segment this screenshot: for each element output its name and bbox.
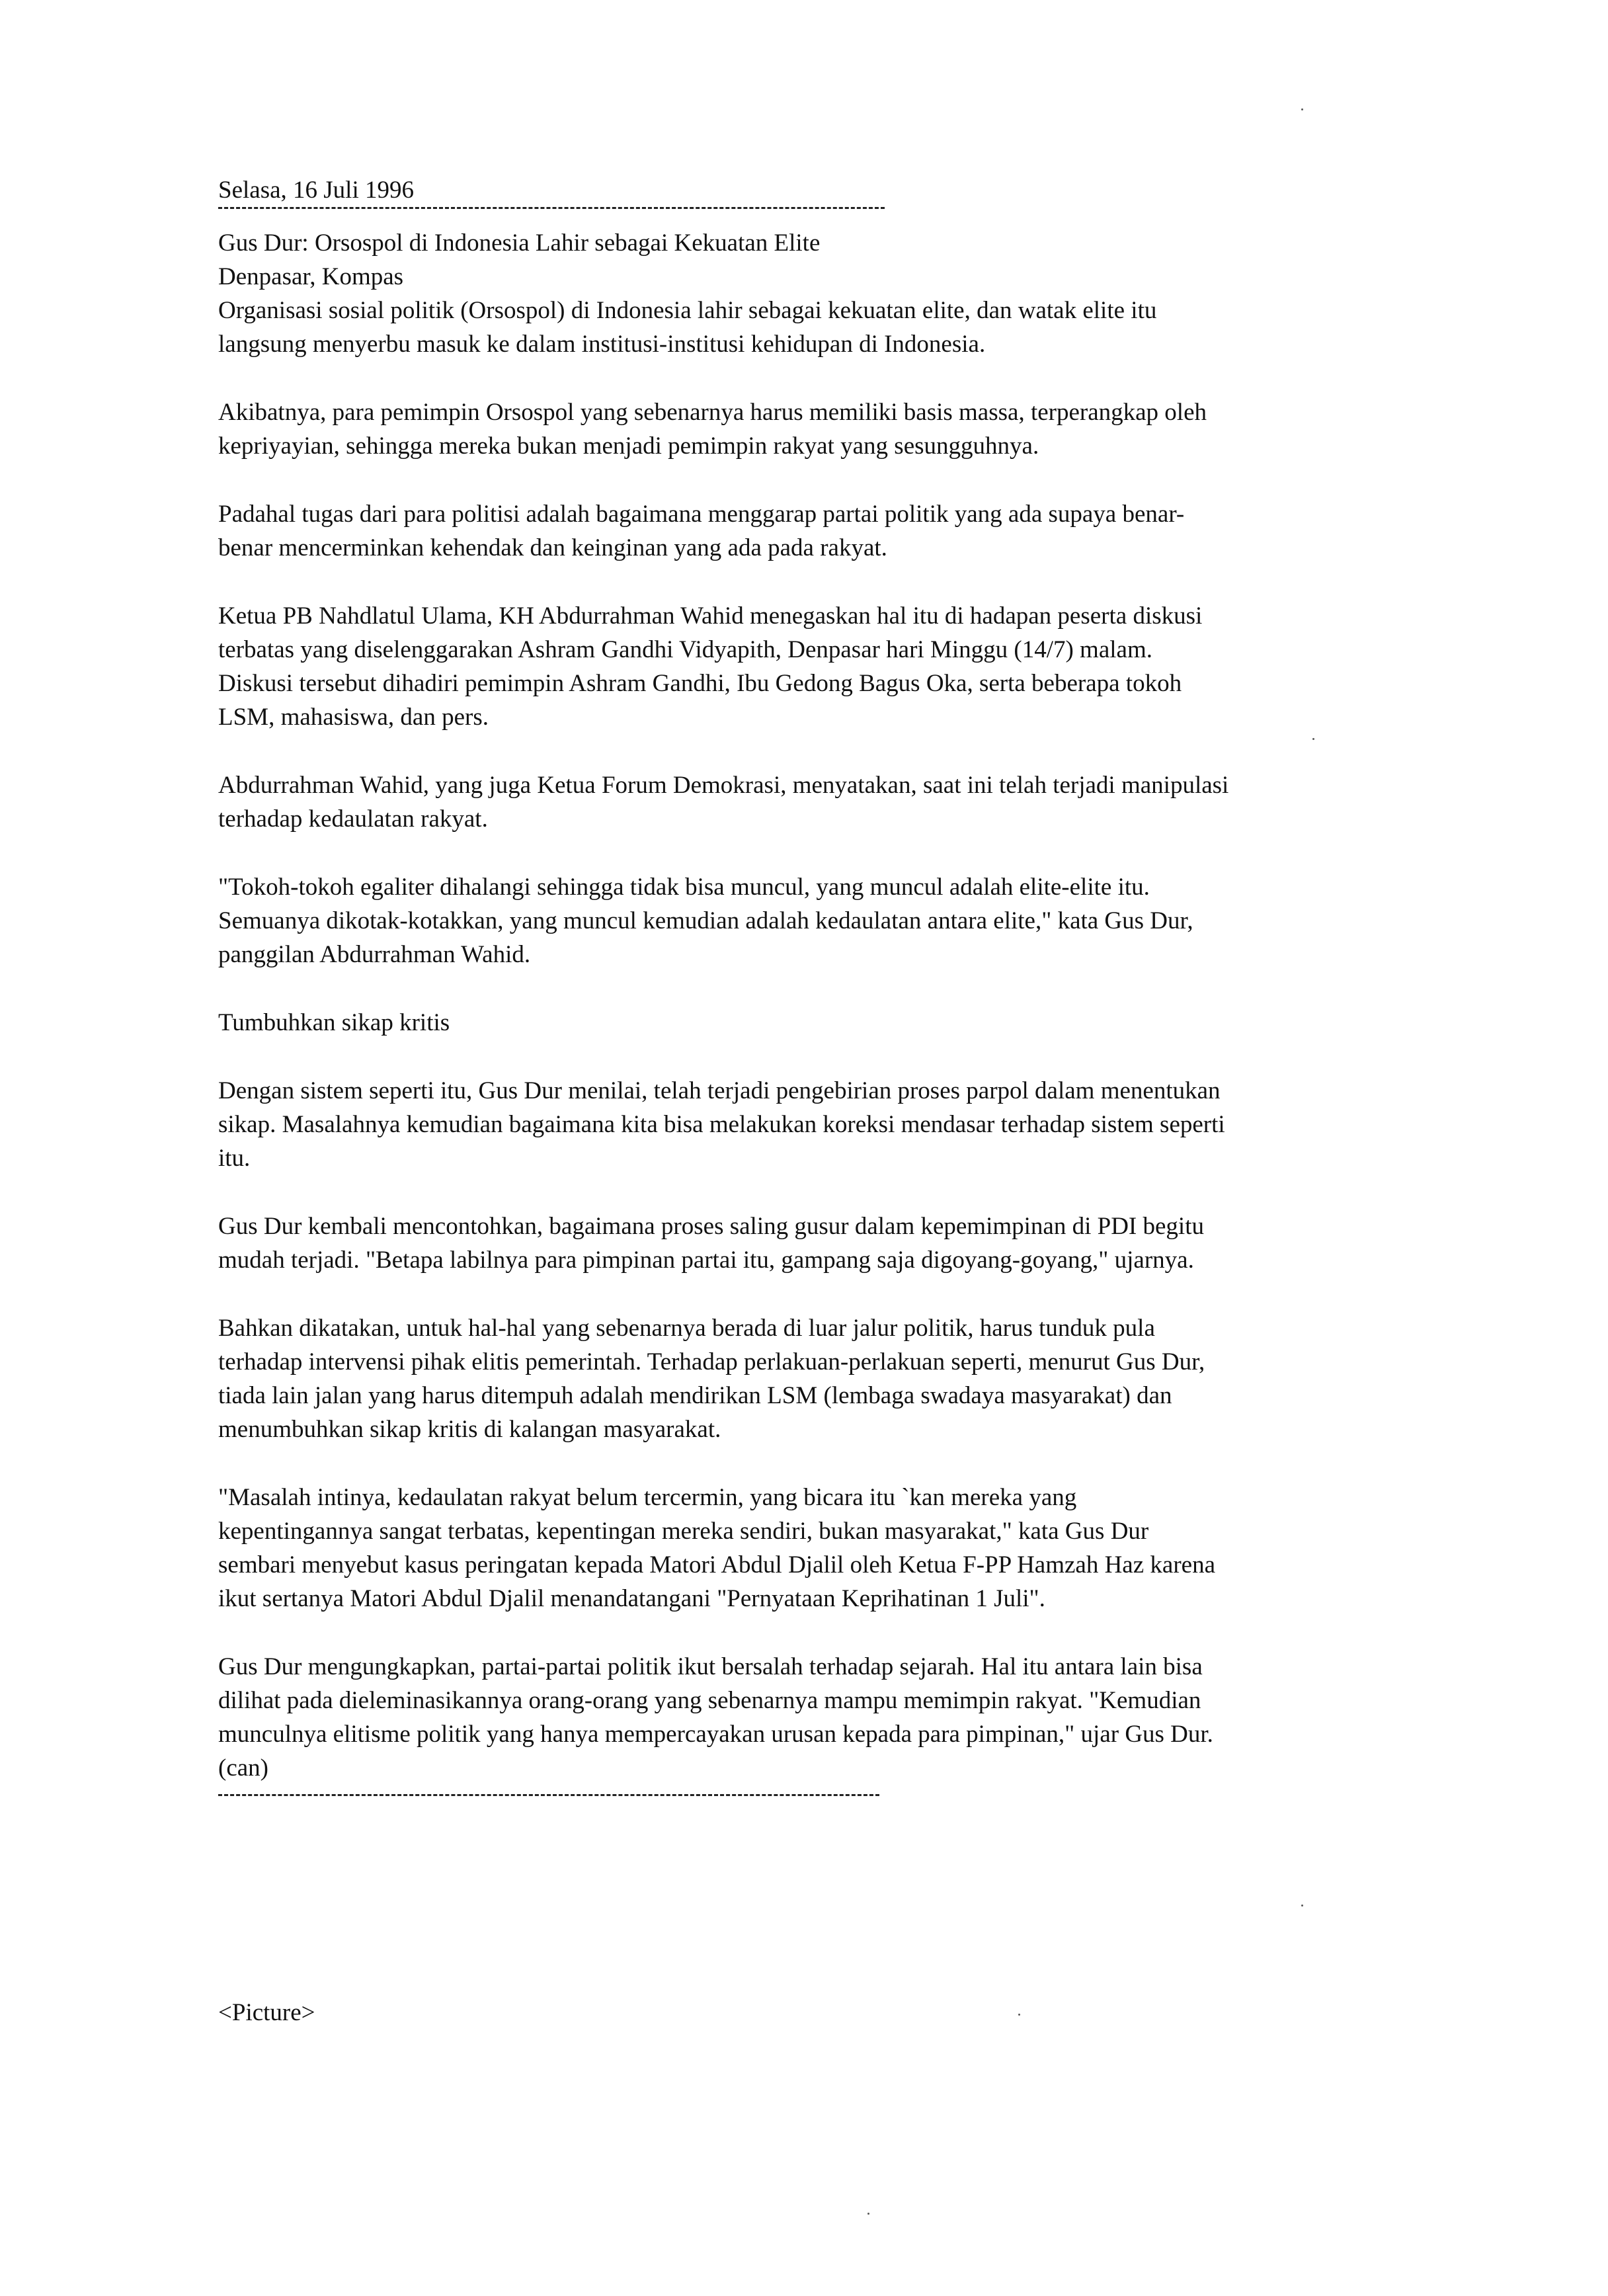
article-paragraph: Abdurrahman Wahid, yang juga Ketua Forum Demokrasi, menyatakan, saat ini telah terjadi manipulasi terhadap kedaulatan rakyat.: [218, 772, 1229, 833]
article-paragraph: Gus Dur kembali mencontohkan, bagaimana proses saling gusur dalam kepemimpinan di PDI begitu mudah terjadi. "Betapa labilnya para pimpinan partai itu, gampang saja digoyang-goyang," ujarnya.: [218, 1213, 1204, 1274]
article-subheading: Tumbuhkan sikap kritis: [218, 1009, 450, 1036]
scan-speck: [1301, 108, 1303, 110]
scan-speck: [1301, 1905, 1303, 1906]
article-paragraph: Gus Dur mengungkapkan, partai-partai politik ikut bersalah terhadap sejarah. Hal itu antara lain bisa dilihat pada dieleminasikannya orang-orang yang sebenarnya mampu memimpin rakyat. "Kemudian munculnya elitisme politik yang hanya mempercayakan urusan kepada para pimpinan," ujar Gus Dur. (can): [218, 1653, 1213, 1782]
dashed-rule-bottom: [218, 1794, 879, 1796]
scan-speck: [867, 2213, 869, 2215]
article-paragraph: Dengan sistem seperti itu, Gus Dur menilai, telah terjadi pengebirian proses parpol dalam menentukan sikap. Masalahnya kemudian bagaimana kita bisa melakukan koreksi mendasar terhadap sistem seperti itu.: [218, 1077, 1225, 1172]
article-paragraph: Padahal tugas dari para politisi adalah bagaimana menggarap partai politik yang ada supaya benar- benar mencerminkan kehendak dan keinginan yang ada pada rakyat.: [218, 501, 1185, 561]
article-paragraph: Ketua PB Nahdlatul Ulama, KH Abdurrahman Wahid menegaskan hal itu di hadapan peserta diskusi terbatas yang diselenggarakan Ashram Gandhi Vidyapith, Denpasar hari Minggu (14/7) malam. Diskusi tersebut dihadiri pemimpin Ashram Gandhi, Ibu Gedong Bagus Oka, serta beberapa tokoh LSM, mahasiswa, dan pers.: [218, 602, 1203, 731]
article-dateline: Denpasar, Kompas: [218, 263, 404, 290]
article-paragraph: "Masalah intinya, kedaulatan rakyat belum tercermin, yang bicara itu `kan mereka yang kepentingannya sangat terbatas, kepentingan mereka sendiri, bukan masyarakat," kata Gus Dur sembari menyebut kasus peringatan kepada Matori Abdul Djalil oleh Ketua F-PP Hamzah Haz karena ikut sertanya Matori Abdul Djalil menandatangani "Pernyataan Keprihatinan 1 Juli".: [218, 1484, 1215, 1612]
picture-placeholder: <Picture>: [218, 1999, 315, 2026]
article-headline: Gus Dur: Orsospol di Indonesia Lahir sebagai Kekuatan Elite: [218, 229, 821, 257]
article-paragraph: "Tokoh-tokoh egaliter dihalangi sehingga tidak bisa muncul, yang muncul adalah elite-elite itu. Semuanya dikotak-kotakkan, yang muncul kemudian adalah kedaulatan antara elite," kata Gus Dur, panggilan Abdurrahman Wahid.: [218, 874, 1193, 968]
article-paragraph: Organisasi sosial politik (Orsospol) di Indonesia lahir sebagai kekuatan elite, dan watak elite itu langsung menyerbu masuk ke dalam institusi-institusi kehidupan di Indonesia.: [218, 297, 1157, 358]
article-paragraph: Akibatnya, para pemimpin Orsospol yang sebenarnya harus memiliki basis massa, terperangkap oleh kepriyayian, sehingga mereka bukan menjadi pemimpin rakyat yang sesungguhnya.: [218, 399, 1207, 460]
article-body: [218, 173, 1408, 1796]
article-paragraph: Bahkan dikatakan, untuk hal-hal yang sebenarnya berada di luar jalur politik, harus tunduk pula terhadap intervensi pihak elitis pemerintah. Terhadap perlakuan-perlakuan seperti, menurut Gus Dur, tiada lain jalan yang harus ditempuh adalah mendirikan LSM (lembaga swadaya masyarakat) dan menumbuhkan sikap kritis di kalangan masyarakat.: [218, 1315, 1205, 1443]
scan-speck: [1018, 2014, 1020, 2016]
article-date: Selasa, 16 Juli 1996: [218, 177, 414, 204]
dashed-rule-top: [218, 207, 885, 209]
